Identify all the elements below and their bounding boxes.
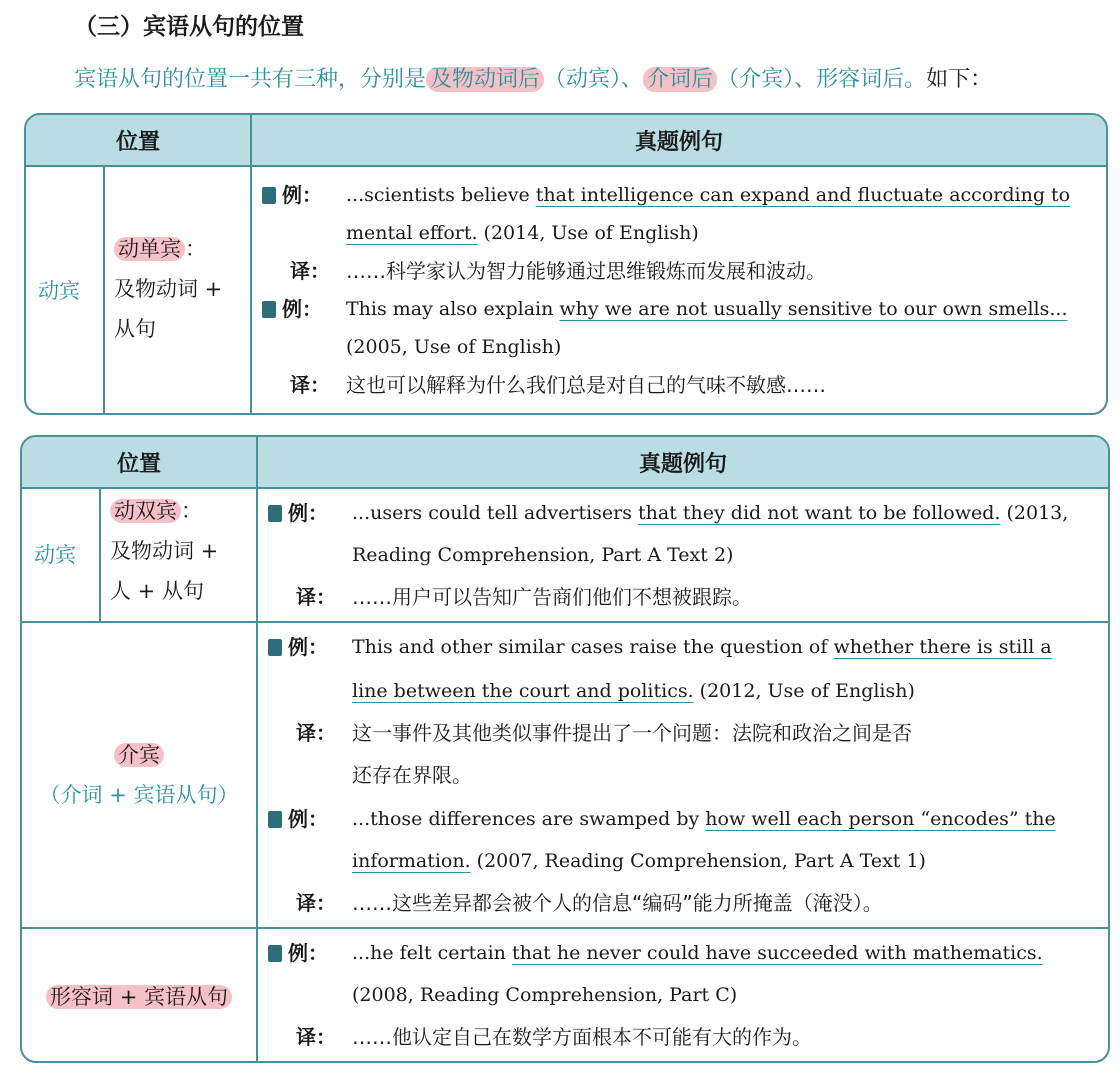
category-label: 动宾 bbox=[38, 279, 80, 303]
intro-text-end: 如下： bbox=[926, 67, 993, 92]
translation-text: ……这些差异都会被个人的信息“编码”能力所掩盖（淹没）。 bbox=[352, 891, 883, 915]
intro-text: （动宾）、 bbox=[544, 67, 644, 92]
book-icon bbox=[268, 505, 282, 522]
divider bbox=[256, 437, 258, 1061]
header-examples: 真题例句 bbox=[638, 451, 727, 477]
divider bbox=[250, 115, 252, 413]
translation-text: ……科学家认为智力能够通过思维锻炼而发展和波动。 bbox=[346, 259, 826, 283]
position-text: 及物动词 + bbox=[114, 277, 223, 301]
example-text: mental effort. (2014, Use of English) bbox=[346, 222, 699, 244]
example-text: This may also explain why we are not usually sensitive to our own smells... bbox=[346, 298, 1068, 320]
intro-highlight-verb: 及物动词后 bbox=[426, 67, 544, 92]
example-block bbox=[262, 175, 1102, 415]
translation-text: ……用户可以告知广告商们他们不想被跟踪。 bbox=[352, 585, 752, 609]
header-examples: 真题例句 bbox=[634, 129, 723, 155]
example-block bbox=[268, 493, 1104, 619]
position-description: 介宾 （介词 + 宾语从句） bbox=[39, 743, 239, 807]
translation-label: 译： bbox=[296, 891, 336, 915]
divider bbox=[99, 489, 101, 621]
position-text: ： bbox=[185, 237, 206, 261]
example-text: (2008, Reading Comprehension, Part C) bbox=[352, 984, 738, 1006]
example-block bbox=[268, 933, 1104, 1059]
example-label: 例： bbox=[268, 627, 328, 667]
intro-paragraph bbox=[74, 62, 992, 93]
header-position: 位置 bbox=[115, 129, 160, 155]
translation-label: 译： bbox=[296, 585, 336, 609]
translation-text: 还存在界限。 bbox=[352, 763, 472, 787]
intro-highlight-prep: 介词后 bbox=[643, 67, 717, 92]
example-text: ...those differences are swamped by how well each person “encodes” the bbox=[352, 808, 1056, 830]
example-text: information. (2007, Reading Comprehension, Part A Text 1) bbox=[352, 850, 926, 872]
table-header bbox=[26, 115, 1106, 167]
translation-label: 译： bbox=[296, 721, 336, 745]
example-label: 例： bbox=[262, 175, 322, 215]
example-text: ...users could tell advertisers that they did not want to be followed. (2013, bbox=[352, 502, 1069, 524]
position-description bbox=[22, 977, 256, 1017]
example-label: 例： bbox=[268, 493, 328, 533]
translation-text: 这一事件及其他类似事件提出了一个问题：法院和政治之间是否 bbox=[352, 721, 912, 745]
example-label: 例： bbox=[268, 799, 328, 839]
intro-text: 宾语从句的位置一共有三种，分别是 bbox=[74, 67, 427, 92]
book-icon bbox=[268, 639, 282, 656]
example-text: (2005, Use of English) bbox=[346, 336, 562, 358]
position-highlight: 介宾 bbox=[114, 743, 164, 767]
table-object-positions bbox=[20, 435, 1110, 1063]
table-header bbox=[22, 437, 1108, 489]
translation-text: 这也可以解释为什么我们总是对自己的气味不敏感…… bbox=[346, 373, 826, 397]
table-verb-single-object bbox=[24, 113, 1108, 415]
example-label: 例： bbox=[268, 933, 328, 973]
example-text: line between the court and politics. (2012, Use of English) bbox=[352, 680, 915, 702]
example-text: Reading Comprehension, Part A Text 2) bbox=[352, 544, 734, 566]
position-description: 动双宾 ： 及物动词 + 人 + 从句 bbox=[110, 499, 219, 603]
section-heading: （三）宾语从句的位置 bbox=[74, 14, 304, 40]
example-block bbox=[268, 627, 1104, 923]
book-icon bbox=[268, 945, 282, 962]
intro-text: （介宾）、形容词后。 bbox=[717, 67, 927, 92]
position-description bbox=[114, 229, 222, 349]
divider bbox=[22, 621, 1108, 623]
example-label: 例： bbox=[262, 289, 322, 329]
category-label: 动宾 bbox=[34, 543, 76, 567]
position-highlight: 动双宾 bbox=[110, 499, 181, 523]
translation-text: ……他认定自己在数学方面根本不可能有大的作为。 bbox=[352, 1025, 812, 1049]
book-icon bbox=[262, 187, 276, 204]
translation-label: 译： bbox=[290, 373, 330, 397]
example-text: ...he felt certain that he never could have succeeded with mathematics. bbox=[352, 942, 1043, 964]
position-highlight: 形容词 + 宾语从句 bbox=[46, 985, 232, 1009]
divider bbox=[103, 167, 105, 413]
translation-label: 译： bbox=[296, 1025, 336, 1049]
position-text: 从句 bbox=[114, 317, 156, 341]
book-icon bbox=[262, 301, 276, 318]
divider bbox=[22, 927, 1108, 929]
book-icon bbox=[268, 811, 282, 828]
example-text: This and other similar cases raise the question of whether there is still a bbox=[352, 636, 1052, 658]
position-highlight: 动单宾 bbox=[114, 237, 185, 261]
header-position: 位置 bbox=[116, 451, 161, 477]
translation-label: 译： bbox=[290, 259, 330, 283]
example-text: ...scientists believe that intelligence can expand and fluctuate according to bbox=[346, 184, 1071, 206]
